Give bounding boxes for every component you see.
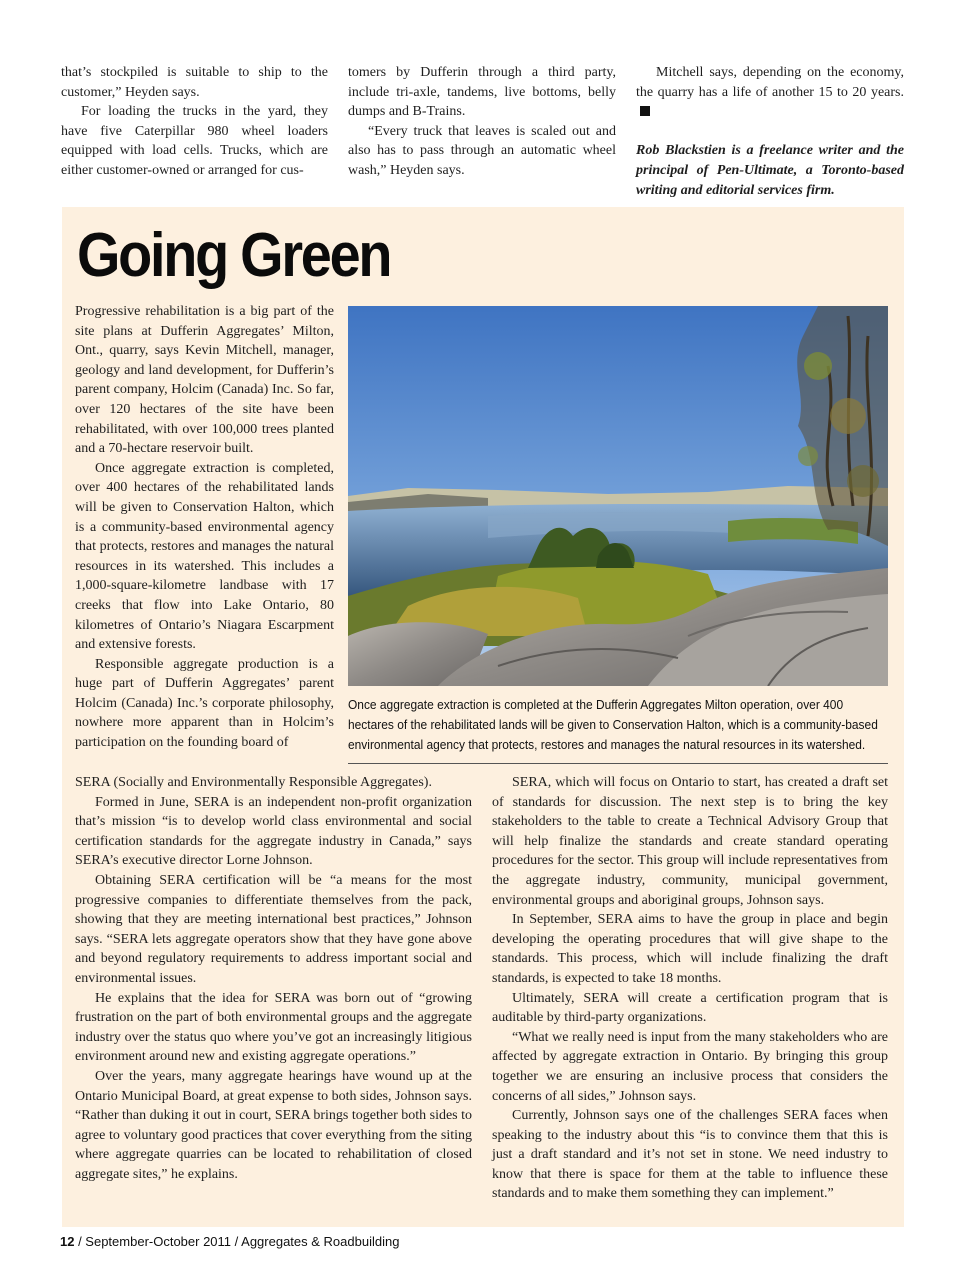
sidebar-paragraph: Over the years, many aggregate hearings have wound up at the Ontario Municipal Board, at great expense to both sides, Johnson says. “Rather than duking it out in court, SERA brings together both sides to agree to voluntary good practices that cover everything from the siting where aggregate quarries can be located to rehabilitation of closed aggregate sites,” he explains.	[75, 1068, 473, 1182]
article-closing-text: Mitchell says, depending on the economy, the quarry has a life of another 15 to 20 years.	[636, 65, 904, 100]
sidebar-left-column	[75, 773, 472, 1184]
quarry-reservoir-photo	[348, 306, 888, 686]
sidebar-paragraph: Formed in June, SERA is an independent non-profit organization that’s mission “is to develop world class environmental and social certification standards for the aggregate industry in Canada,” says SERA’s executive director Lorne Johnson.	[75, 794, 472, 869]
article-column-1	[61, 63, 328, 181]
article-column-3	[636, 63, 904, 200]
sidebar-paragraph: Ultimately, SERA will create a certification program that is auditable by third-party organizations.	[492, 990, 888, 1026]
issue-text: / September-October 2011 / Aggregates & Roadbuilding	[74, 1234, 400, 1249]
going-green-sidebar	[62, 207, 904, 1227]
sidebar-paragraph: SERA (Socially and Environmentally Responsible Aggregates).	[75, 775, 432, 790]
photo-caption: Once aggregate extraction is completed at the Dufferin Aggregates Milton operation, over 400 hectares of the rehabilitated lands will be given to Conservation Halton, which is a community-based environmental agency that protects, restores and manages the natural resources in its watershed.	[348, 697, 878, 752]
article-column-2	[348, 63, 616, 181]
end-of-article-mark	[640, 106, 650, 116]
sidebar-paragraph: “What we really need is input from the many stakeholders who are affected by aggregate extraction in Ontario. By bringing this group together we are ensuring an inclusive process that considers the concerns of all sides,” Johnson says.	[492, 1029, 888, 1104]
page-number: 12	[60, 1234, 75, 1249]
sidebar-paragraph: Progressive rehabilitation is a big part of the site plans at Dufferin Aggregates’ Milton, Ont., quarry, says Kevin Mitchell, manager, geology and land development, for Dufferin’s parent company, Holcim (Canada) Inc. So far, over 120 hectares of the site have been rehabilitated, with over 100,000 trees planted and a 70-hectare reservoir built.	[75, 304, 334, 457]
sidebar-right-column	[492, 773, 888, 1204]
sidebar-title: Going Green	[77, 221, 391, 290]
caption-divider	[348, 763, 888, 764]
article-paragraph: For loading the trucks in the yard, they have five Caterpillar 980 wheel loaders equipped with load cells. Trucks, which are either customer-owned or arranged for cus-	[61, 104, 328, 178]
article-paragraph: tomers by Dufferin through a third party, include tri-axle, tandems, live bottoms, belly dumps and B-Trains.	[348, 65, 616, 120]
article-paragraph: that’s stockpiled is suitable to ship to the customer,” Heyden says.	[61, 65, 328, 100]
sidebar-paragraph: Once aggregate extraction is completed, over 400 hectares of the rehabilitated lands will be given to Conservation Halton, which is a community-based environmental agency that protects, restores and manages the natural resources in its watershed. This includes a 1,000-square-kilometre landbase with 17 creeks that flow into Lake Ontario, 80 kilometres of Ontario’s Niagara Escarpment and extensive forests.	[75, 460, 334, 653]
author-bio: Rob Blackstien is a freelance writer and the principal of Pen-Ultimate, a Toronto-based writing and editorial services firm.	[636, 143, 904, 198]
landscape-image	[348, 306, 888, 686]
sidebar-paragraph: Responsible aggregate production is a huge part of Dufferin Aggregates’ parent Holcim (Canada) Inc.’s corporate philosophy, nowhere more apparent than in Holcim’s participation on the founding board of	[75, 656, 334, 751]
sidebar-paragraph: SERA, which will focus on Ontario to start, has created a draft set of standards for discussion. The next step is to bring the key stakeholders to the table to create a Technical Advisory Group that will help finalize the standards and create standard operating procedures for the sector. This group will include representatives from the aggregate industry, community, municipal government, environmental groups and aboriginal groups, Johnson says.	[492, 775, 888, 908]
sidebar-paragraph: Currently, Johnson says one of the challenges SERA faces when speaking to the industry about this “is to convince them that this is just a draft standard and it’s not set in stone. We need industry to know that there is space for them at the table to influence these standards and to make them something they can implement.”	[492, 1108, 888, 1202]
article-paragraph: “Every truck that leaves is scaled out and also has to pass through an automatic wheel wash,” Heyden says.	[348, 123, 616, 178]
sidebar-paragraph: In September, SERA aims to have the group in place and begin developing the operating procedures that will give shape to the standards. This process, which will include finalizing the draft standards, is expected to take 18 months.	[492, 912, 888, 986]
article-closing-paragraph	[636, 63, 904, 122]
page-footer	[60, 1233, 399, 1251]
sidebar-intro-column	[75, 302, 334, 753]
sidebar-paragraph: Obtaining SERA certification will be “a means for the most progressive companies to differentiate themselves from the pack, showing that they are meeting international best practices,” Johnson says. “SERA lets aggregate operators show that they have gone above and beyond regulatory requirements to address important social and environmental issues.	[75, 872, 472, 986]
sidebar-paragraph: He explains that the idea for SERA was born out of “growing frustration on the part of both environmental groups and the aggregate industry over the status quo where you’ve got an increasingly litigious environment around new and existing aggregate operations.”	[75, 990, 472, 1065]
